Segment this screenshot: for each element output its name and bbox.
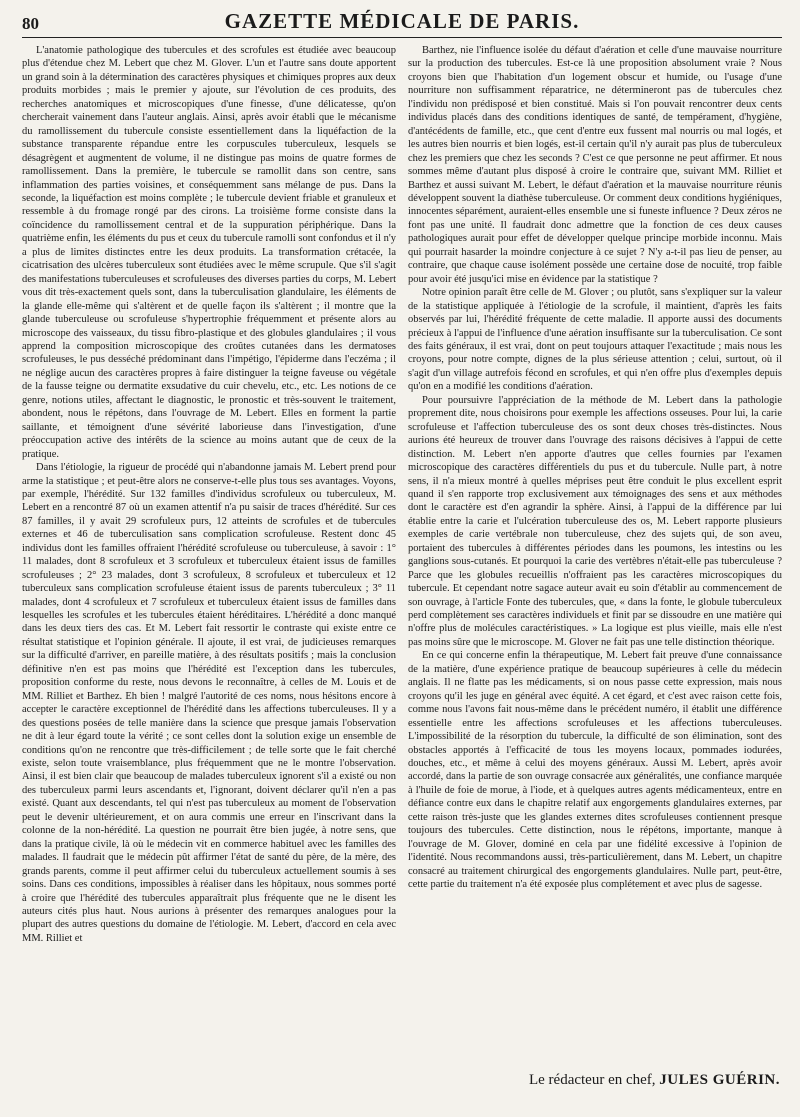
page-header (22, 0, 782, 38)
paragraph: L'anatomie pathologique des tubercules et des scrofules est étudiée avec beaucoup plus d'étendue chez M. Lebert que chez M. Glover. L'un et l'autre sans doute apportent un grand soin à la détermination des caractères physiques et chimiques propres aux deux produits morbides ; mais le premier y ajoute, sur l'évolution de ces produits, des recherches anatomiques et microscopiques d'une finesse, d'une délicatesse, qu'on chercherait vainement dans l'auteur anglais. Ainsi, après avoir établi que le mécanisme du ramollissement du tubercule consiste essentiellement dans la liquéfaction de la substance transparente répandue entre les corpuscules tuberculeux, lesquels se désagrègent et augmentent de volume, il ne distingue pas moins de quatre formes de ramollissement. Dans la première, le tubercule se ramollit dans son centre, sans inflammation des parties voisines, et conséquemment sans mélange de pus. Dans la seconde, la liquéfaction est moins complète ; le tubercule devient friable et granuleux et ressemble à du fromage rongé par des cirons. La troisième forme consiste dans la coïncidence du ramollissement central et de la suppuration périphérique. Dans la quatrième enfin, les éléments du pus et ceux du tubercule ramolli sont confondus et il n'y a plus de limites distinctes entre les deux produits. La transformation crétacée, la cicatrisation des ulcères tuberculeux sont étudiées avec le même scrupule. Que s'il s'agit des manifestations tuberculeuses et scrofuleuses des diverses parties du corps, M. Lebert vous dit très-exactement quels sont, dans la tuberculisation glandulaire, les éléments de la glande elle-même qui s'altèrent et de quelle façon ils s'altèrent ; il montre que la glande tuberculeuse ou scrofuleuse s'hypertrophie fréquemment et présente alors au microscope des vaisseaux, du tissu fibro-plastique et des globules glandulaires ; il vous apprend la composition microscopique des croûtes cutanées dans les dermatoses scrofuleuses, le pus desséché prédominant dans l'impétigo, l'épiderme dans l'eczéma ; il ne néglige aucun des caractères propres à faire distinguer la teigne faveuse ou végétale de la fausse teigne ou dermatite exsudative du cuir chevelu, etc., etc. Les notions de ce genre, notions utiles, affectant le diagnostic, le pronostic et très-souvent le traitement, abondent, nous le répétons, dans l'ouvrage de M. Lebert. Elles en forment la partie saillante, et témoignent d'une sévérité laborieuse dans l'investigation, d'une préoccupation active des intérêts de la science au moins autant que de ceux de la pratique. (22, 45, 396, 460)
left-column (22, 44, 396, 1062)
signature-label: Le rédacteur en chef, (528, 1072, 656, 1088)
paragraph: Dans l'étiologie, la rigueur de procédé qui n'abandonne jamais M. Lebert prend pour arme la statistique ; et peut-être alors ne conserve-t-elle plus tous ses avantages. Voyons, par exemple, l'hérédité. Sur 132 familles d'individus scrofuleux ou tuberculeux, M. Lebert en a rencontré 87 où un examen attentif n'a pu saisir de traces d'hérédité. Sur ces 87 familles, il y avait 29 scrofuleux purs, 12 atteints de scrofules et de tubercules externes et 46 de tuberculisation sans complication scrofuleuse. Restent donc 45 individus dont les familles offraient l'hérédité scrofuleuse ou tuberculeuse, à savoir : 1° 11 malades, dont 8 scrofuleux et 3 scrofuleux et tuberculeux étaient issus de familles scrofuleuses ; 2° 23 malades, dont 3 scrofuleux, 8 scrofuleux et tuberculeux et 12 tuberculeux sans complication scrofuleuse étaient issus de parents tuberculeux ; 3° 11 malades, dont 4 scrofuleux et 7 scrofuleux et tuberculeux étaient issus de familles dans lesquelles les scrofules et les tubercules étaient héréditaires. L'hérédité a donc manqué dans les deux tiers des cas. Et M. Lebert fait ressortir le contraste qui existe entre ce résultat statistique et l'opinion générale. Il ajoute, il est vrai, de judicieuses remarques sur la difficulté d'arriver, en pareille matière, à des résultats positifs ; mais la conclusion définitive n'en est pas moins que l'hérédité est l'exception dans les tubercules, proposition conforme du reste, nous devons le reconnaître, à celles de M. Louis et de MM. Rilliet et Barthez. Eh bien ! malgré l'autorité de ces noms, nous hésitons encore à accepter le caractère exceptionnel de l'hérédité dans les affections tuberculeuses. Il y a des questions posées de telle manière dans la science que presque jamais l'observation ne dit à leur égard toute la vérité ; ce sont celles dont la solution exige un ensemble de conditions qu'on ne rencontre que très-difficilement ; de telle sorte que le fait cherché existe, selon toute vraisemblance, plus fréquemment que ne le montre l'observation. Ainsi, il est bien clair que beaucoup de malades tuberculeux ignorent s'il a existé ou non des tuberculeux parmi leurs ascendants et, l'ignorant, doivent déclarer qu'il n'en a pas existé. Quant aux descendants, tel qui n'est pas tuberculeux au moment de l'observation peut le devenir ultérieurement, et on aura commis une erreur en l'inscrivant dans la colonne de la non-hérédité. La question ne pourrait être bien jugée, à notre sens, que dans la pratique civile, là où le médecin vit en commerce habituel avec les familles des malades. Il faudrait que le médecin pût affirmer l'état de santé du père, de la mère, des grands parents, comme il peut affirmer celui du tuberculeux actuellement soumis à ses soins. Dans ces conditions, impossibles à réaliser dans les hôpitaux, nous sommes porté à croire que l'hérédité des tubercules apparaîtrait plus fréquente que ne le disent les auteurs cités plus haut. Nous aurions à présenter des remarques analogues pour la plupart des autres questions du domaine de l'étiologie. M. Lebert, d'accord en cela avec MM. Rilliet et (22, 462, 396, 944)
paragraph: En ce qui concerne enfin la thérapeutique, M. Lebert fait preuve d'une connaissance de la matière, d'une expérience pratique de beaucoup supérieures à celle du médecin anglais. Il ne flatte pas les médicaments, si on nous passe cette expression, mais nous croyons qu'il les juge en général avec équité. A cet égard, et c'est avec raison cette fois, comme nous l'avons fait nous-même dans le précédent numéro, il établit une différence essentielle entre les affections scrofuleuses et les affections tuberculeuses. L'impossibilité de la résorption du tubercule, la difficulté de son élimination, sont des obstacles apportés à l'efficacité de tous les moyens locaux, pommades iodurées, douches, etc., et même à celui des moyens généraux. Aussi M. Lebert, après avoir accordé, dans la partie de son ouvrage consacrée aux généralités, une confiance marquée à l'huile de foie de morue, à l'iode, et à quelques autres agents médicamenteux, entre en défiance contre eux dans le chapitre relatif aux engorgements glandulaires externes, par cette raison très-juste que les glandes externes dites scrofuleuses contiennent presque toujours des tubercules. Cette distinction, nous le répétons, importante, manque à l'ouvrage de M. Glover, dominé en cela par une fidélité excessive à l'opinion de l'identité. Nous recommandons aussi, très-particulièrement, dans M. Lebert, un chapitre consacré au traitement chirurgical des engorgements glandulaires. Nulle part, peut-être, cette partie du traitement n'a été exposée plus complétement et avec plus de sagesse. (408, 650, 782, 891)
paragraph: Pour poursuivre l'appréciation de la méthode de M. Lebert dans la pathologie proprement dite, nous choisirons pour exemple les affections osseuses. Pour lui, la carie scrofuleuse et l'affection tuberculeuse des os sont deux choses très-distinctes. Nous aurions été heureux de trouver dans l'ouvrage des raisons décisives à l'appui de cette distinction. M. Lebert n'en apporte d'autres que celles fournies par l'examen microscopique des caractères différentiels du pus et du tubercule. Nulle part, à notre sens, il n'a mieux montré à quelles méprises peut être conduit le plus excellent esprit quand il s'en rapporte trop exclusivement aux témoignages des sens et aux méthodes dont le caractère est d'en agrandir la sphère. Ainsi, à l'appui de la différence par lui établie entre la carie et l'ulcération tuberculeuse des os, M. Lebert rapporte plusieurs exemples de carie vertébrale non tuberculeuse, chez des sujets qui, de son aveu, portaient des tubercules à différentes périodes dans les poumons, les intestins ou les ganglions sous-cutanés. Et pourquoi la carie des vertèbres n'était-elle pas tuberculeuse ? Parce que les globules recueillis n'offraient pas les caractères microscopiques du tubercule. Et cependant notre sagace auteur avait eu soin d'établir au commencement de son ouvrage, à l'article Fonte des tubercules, que, « dans la fonte, le globule tuberculeux perd complètement ses caractères individuels et finit par se dissoudre en une matière qui n'offre plus de molécules caractéristiques. » La logique est plus vieille, mais elle n'est pas moins sûre que le microscope. M. Glover ne fait pas une telle distinction théorique. (408, 394, 782, 648)
signature-name: JULES GUÉRIN. (659, 1072, 780, 1088)
journal-title: GAZETTE MÉDICALE DE PARIS. (224, 9, 580, 33)
page-number: 80 (22, 14, 39, 33)
text-columns (22, 44, 782, 1062)
right-column (408, 44, 782, 1062)
paragraph: Barthez, nie l'influence isolée du défaut d'aération et celle d'une mauvaise nourriture sur la production des tubercules. Est-ce là une proposition absolument vraie ? Nous croyons bien que l'habitation d'un logement obscur et humide, ou l'usage d'une nourriture non suffisamment réparatrice, ne détermineront pas de tubercules chez l'individu non prédisposé et bien constitué. Mais si l'on pouvait rencontrer deux cents individus placés dans des conditions identiques de santé, de tempérament, d'hygiène, d'antécédents de famille, etc., que cent d'entre eux fussent mal nourris ou mal logés, et les autres bien nourris et bien logés, est-il certain qu'il n'y aurait pas plus de tuberculeux chez les premiers que chez les seconds ? C'est ce que personne ne peut affirmer. Et nous sommes même d'autant plus disposé à croire le contraire que, suivant MM. Rilliet et Barthez et aussi suivant M. Lebert, le défaut d'aération et la mauvaise nourriture réunis développent souvent la diathèse tuberculeuse. Or comment deux conditions hygiéniques, innocentes séparément, auraient-elles ensemble une si funeste influence ? Deux zéros ne font pas une unité. Il faudrait donc admettre que la fonction de ces deux causes pathologiques aurait pour effet de développer quelque principe morbide inconnu. Mais qui pourrait hasarder la moindre conjecture à ce sujet ? N'y a-t-il pas lieu de penser, au contraire, que chaque cause isolément possède une certaine dose de nocuité, trop faible pour avoir été jusqu'ici mise en évidence par la statistique ? (408, 45, 782, 285)
editor-signature (529, 1072, 780, 1089)
paragraph: Notre opinion paraît être celle de M. Glover ; ou plutôt, sans s'expliquer sur la valeur de la statistique appliquée à l'étiologie de la scrofule, il maintient, d'après les faits observés par lui, l'hérédité fréquente de cette maladie. Il apporte aussi des documents précieux à l'appui de l'influence d'une aération insuffisante sur la tuberculisation. Ce sont des faits généraux, il est vrai, dont on peut toujours attaquer l'exactitude ; mais nous les croyons, pour notre compte, dignes de la plus sérieuse attention ; celui, surtout, où il s'agit d'un village autrefois fécond en scrofules, et qui n'en offre plus d'exemples depuis qu'on en a modifié les conditions d'aération. (408, 287, 782, 393)
